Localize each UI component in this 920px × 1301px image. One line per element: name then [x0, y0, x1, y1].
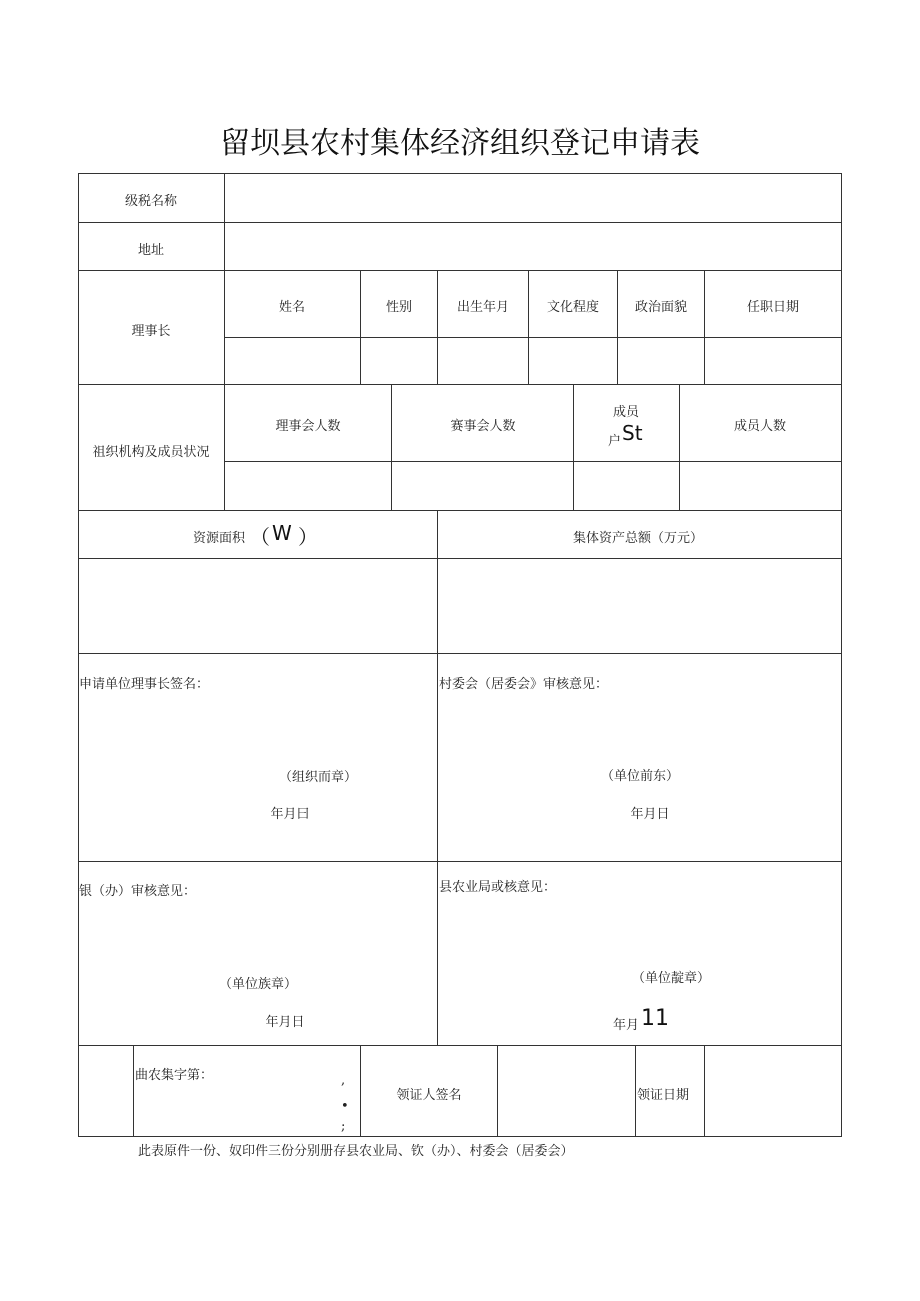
table-line [78, 653, 842, 654]
table-line [78, 222, 842, 223]
cert-mark-3: ; [341, 1119, 346, 1134]
table-line [437, 270, 438, 384]
table-line [224, 461, 842, 462]
address-label: 地址 [137, 243, 165, 258]
chairman-header-gender: 性别 [385, 300, 413, 315]
applicant-seal: （组织而章） [278, 770, 358, 785]
village-review-label: 村委会（居委会》审核意见： [439, 677, 609, 692]
table-line [360, 270, 361, 384]
receive-date-label: 领证日期 [637, 1088, 690, 1103]
cert-mark-1: , [341, 1073, 346, 1088]
name-label: 级税名称 [124, 194, 178, 209]
table-line [704, 1045, 705, 1136]
org-header-council: 理事会人数 [275, 419, 341, 434]
org-household-mid: 户 [608, 434, 622, 449]
table-line [78, 384, 842, 385]
resource-unit-big: W [272, 521, 292, 545]
table-line [573, 384, 574, 510]
org-label: 祖织机构及成员状况 [92, 445, 210, 460]
town-date: 年月日 [265, 1015, 305, 1030]
table-line [78, 173, 842, 174]
org-header-members: 成员人数 [733, 419, 787, 434]
county-review-label: 县农业局或核意见： [439, 880, 557, 895]
resource-paren-open: （ [250, 525, 270, 549]
table-line [437, 510, 438, 1045]
chairman-header-name: 姓名 [278, 300, 306, 315]
cert-mark-2: • [341, 1099, 349, 1114]
table-line [704, 270, 705, 384]
table-line [78, 270, 842, 271]
table-line [617, 270, 618, 384]
org-header-supervisory: 赛事会人数 [450, 419, 516, 434]
table-line [133, 1045, 134, 1136]
assets-label: 集体资产总额（万元） [572, 531, 704, 546]
org-household-top: 成员 [612, 405, 640, 420]
table-line [78, 1045, 842, 1046]
table-line [78, 861, 842, 862]
table-line [360, 1045, 361, 1136]
org-household-big: St [622, 421, 643, 445]
table-line [78, 1136, 842, 1137]
village-seal: （单位前东） [600, 769, 680, 784]
table-line [841, 173, 842, 1136]
county-seal: （单位靛章） [631, 971, 711, 986]
table-line [78, 510, 842, 511]
town-seal: （单位族章） [218, 977, 298, 992]
applicant-date: 年月曰 [270, 807, 310, 822]
chairman-header-education: 文化程度 [546, 300, 600, 315]
village-date: 年月日 [630, 807, 670, 822]
footnote: 此表原件一份、奴印件三份分别册存县农业局、钦（办）、村委会（居委会） [138, 1144, 574, 1159]
table-line [497, 1045, 498, 1136]
resource-label: 资源面积 [193, 531, 246, 546]
table-line [224, 173, 225, 510]
table-line [391, 384, 392, 510]
table-line [78, 173, 79, 1136]
table-line [78, 558, 842, 559]
county-date-text: 年月 [613, 1018, 640, 1033]
chairman-header-appointment: 任职日期 [746, 300, 800, 315]
chairman-header-birth: 出生年月 [456, 300, 510, 315]
table-line [635, 1045, 636, 1136]
chairman-label: 理事长 [131, 324, 171, 339]
town-review-label: 银（办）审核意见： [79, 884, 197, 899]
receiver-signature-label: 领证人签名 [396, 1088, 462, 1103]
table-line [679, 384, 680, 510]
table-line [224, 337, 842, 338]
county-date-big: 11 [641, 1006, 669, 1031]
resource-paren-close: ） [298, 525, 318, 549]
applicant-signature-label: 申请单位理事长签名： [79, 677, 210, 692]
chairman-header-political: 政治面貌 [634, 300, 688, 315]
form-title: 留坝县农村集体经济组织登记申请表 [220, 126, 700, 161]
cert-number-label: 曲农集字第： [135, 1068, 214, 1083]
table-line [528, 270, 529, 384]
